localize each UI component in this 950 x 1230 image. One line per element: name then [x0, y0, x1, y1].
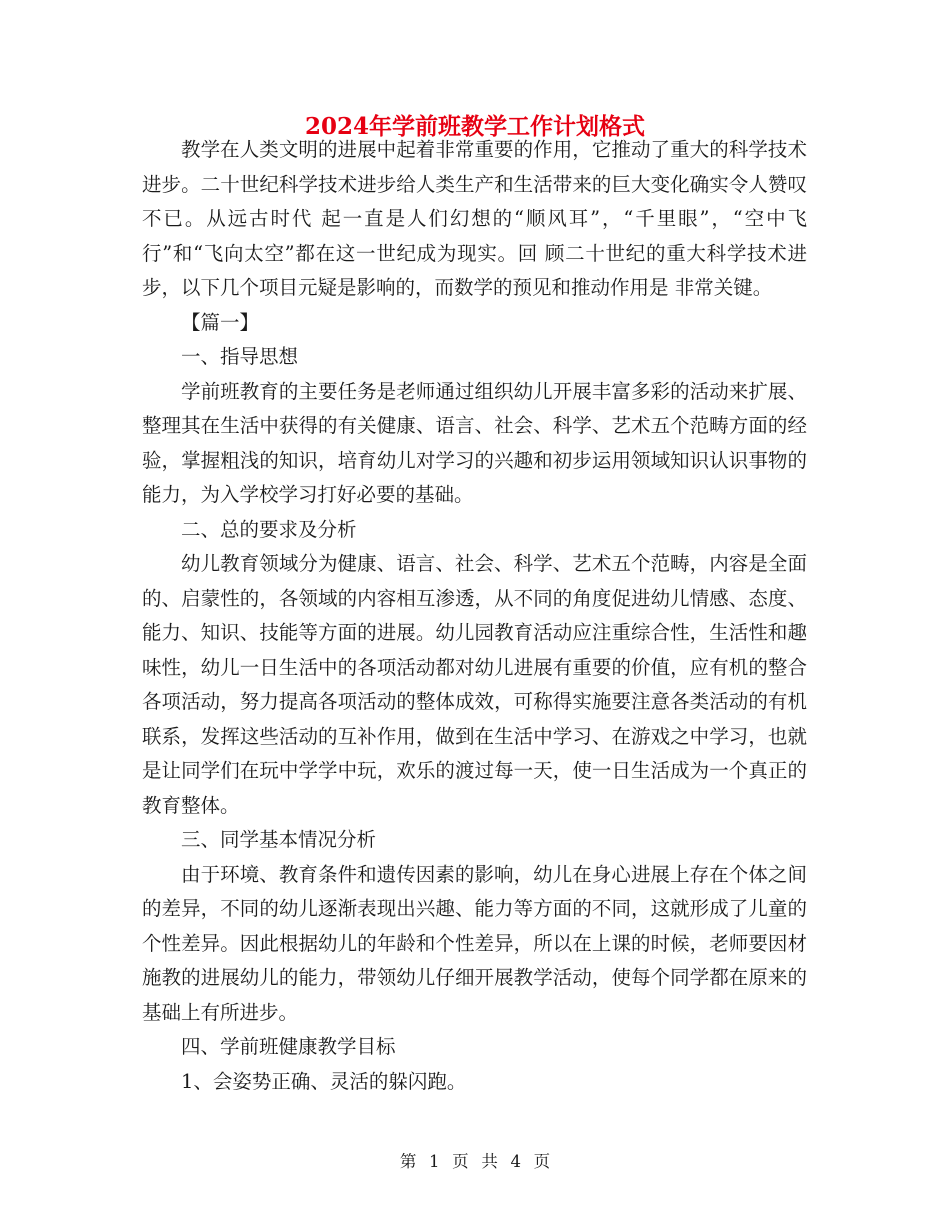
page-footer: 第 1 页 共 4 页: [399, 1152, 551, 1171]
list-item-health-goal-1: 1、会姿势正确、灵活的躲闪跑。: [181, 1069, 467, 1093]
heading-health-goals: 四、学前班健康教学目标: [181, 1035, 396, 1058]
heading-general-requirements: 二、总的要求及分析: [181, 517, 357, 541]
document-title: 2024年学前班教学工作计划格式: [304, 113, 645, 140]
section-marker: 【篇一】: [181, 310, 260, 334]
paragraph-general-requirements: 幼儿教育领域分为健康、语言、社会、科学、艺术五个范畴，内容是全面的、启蒙性的，各领域的内容相互渗透，从不同的角度促进幼儿情感、态度、能力、知识、技能等方面的进展。幼儿园教育活动应注重综合性，生活性和趣味性，幼儿一日生活中的各项活动都对幼儿进展有重要的价值，应有机的整合各项活动，努力提高各项活动的整体成效，可称得实施要注意各类活动的有机联系，发挥这些活动的互补作用，做到在生活中学习、在游戏之中学习，也就是让同学们在玩中学学中玩，欢乐的渡过每一天，使一日生活成为一个真正的教育整体。: [142, 552, 807, 817]
heading-student-situation: 三、同学基本情况分析: [181, 828, 377, 851]
document-body: [142, 133, 807, 1099]
intro-paragraph: 教学在人类文明的进展中起着非常重要的作用，它推动了重大的科学技术进步。二十世纪科学技术进步给人类生产和生活带来的巨大变化确实令人赞叹不已。从远古时代 起一直是人们幻想的“顺风耳”，“千里眼”，“空中飞行”和“飞向太空”都在这一世纪成为现实。回 顾二十世纪的重大科学技术进步，以下几个项目元疑是影响的，而数学的预见和推动作用是 非常关键。: [142, 138, 807, 299]
heading-guiding-ideology: 一、指导思想: [181, 345, 299, 368]
paragraph-student-situation: 由于环境、教育条件和遗传因素的影响，幼儿在身心进展上存在个体之间的差异，不同的幼儿逐渐表现出兴趣、能力等方面的不同，这就形成了儿童的个性差异。因此根据幼儿的年龄和个性差异，所以在上课的时候，老师要因材施教的进展幼儿的能力，带领幼儿仔细开展教学活动，使每个同学都在原来的基础上有所进步。: [142, 862, 807, 1024]
paragraph-guiding-ideology: 学前班教育的主要任务是老师通过组织幼儿开展丰富多彩的活动来扩展、整理其在生活中获得的有关健康、语言、社会、科学、艺术五个范畴方面的经验，掌握粗浅的知识，培育幼儿对学习的兴趣和初步运用领域知识认识事物的能力，为入学校学习打好必要的基础。: [142, 379, 807, 506]
